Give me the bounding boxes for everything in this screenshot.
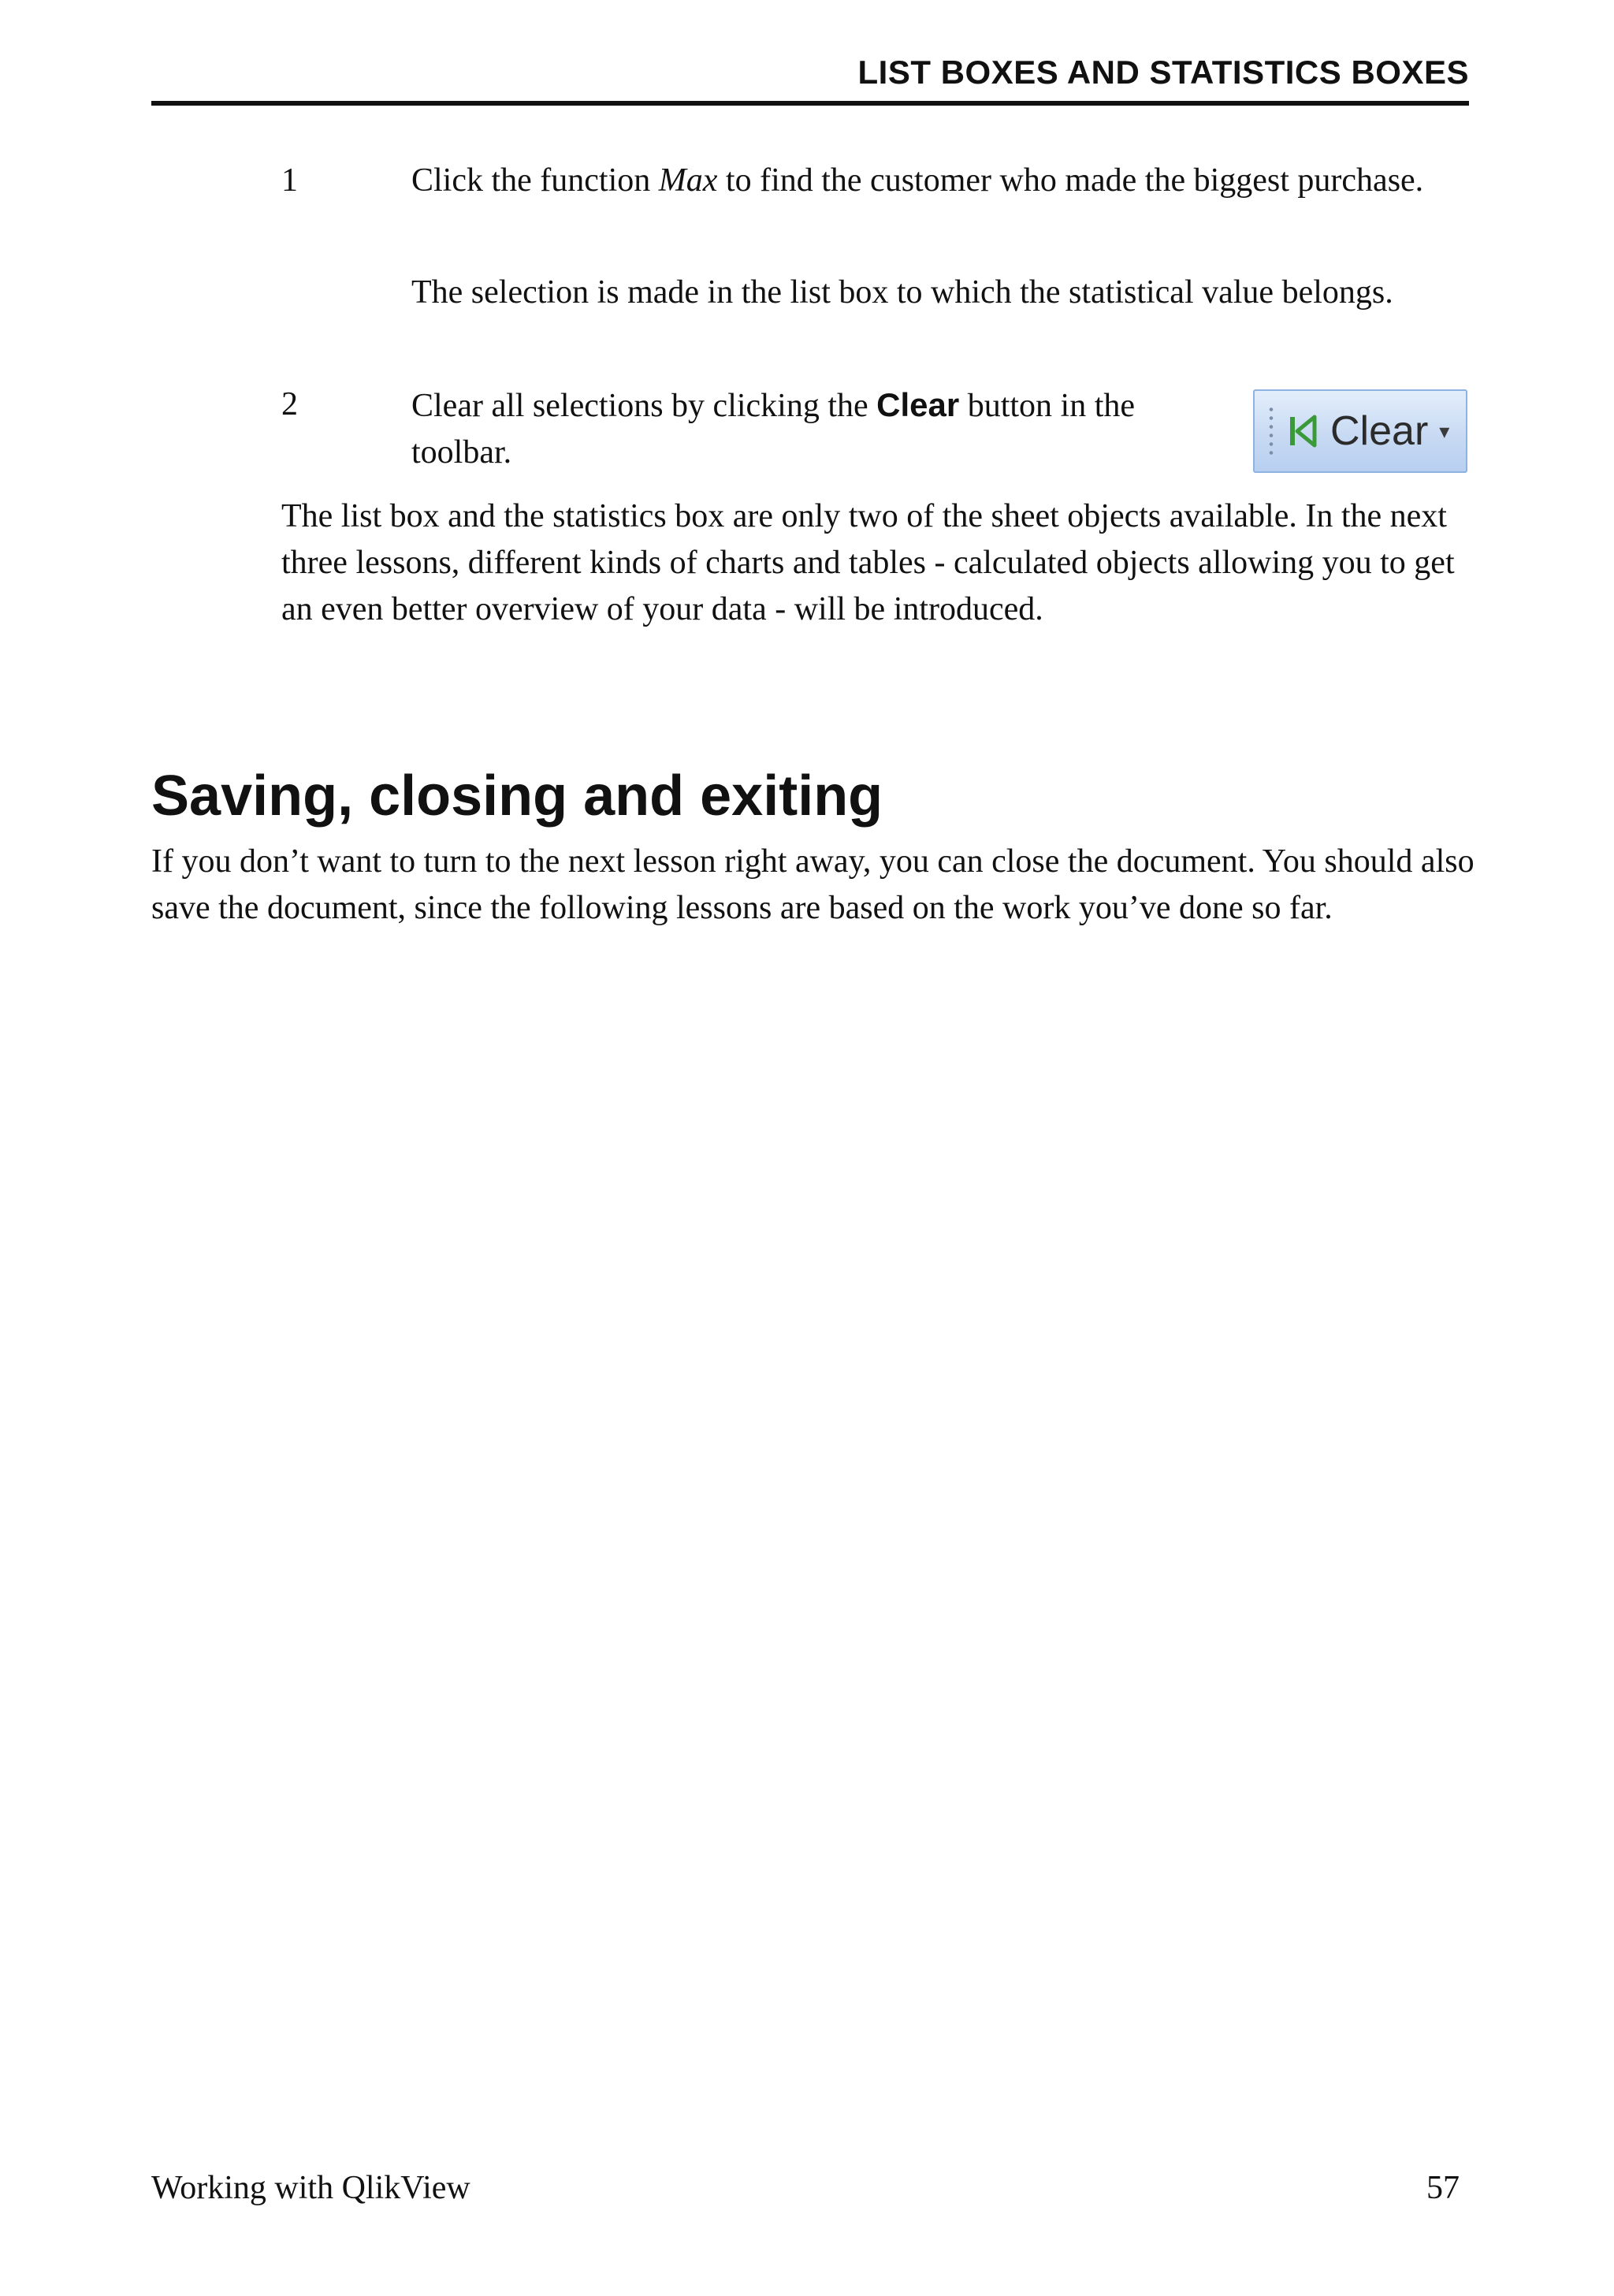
section-heading: Saving, closing and exiting [151,765,883,828]
step-text-after: button in the toolbar. [411,388,1136,471]
dropdown-arrow-icon: ▾ [1439,419,1450,443]
step-1-note: The selection is made in the list box to which the statistical value belongs. [411,274,1393,311]
section-body: If you don’t want to turn to the next lesson right away, you can close the document. You should also save the document, since the following lessons are based on the work you’ve done so far. [151,843,1475,926]
toolbar-grip-icon [1269,405,1274,457]
page-number: 57 [1426,2170,1460,2206]
step-text-after: to find the customer who made the biggest purchase. [717,162,1424,199]
clear-button-label: Clear [1330,408,1429,454]
summary-paragraph: The list box and the statistics box are only two of the sheet objects available. In the next three lessons, different kinds of charts and tables - calculated objects allowing you to get an even better overview of your data - will be introduced. [281,498,1455,627]
clear-selections-icon [1288,413,1318,449]
step-text-before: Clear all selections by clicking the [411,388,877,424]
function-name-max: Max [658,162,718,199]
running-header: LIST BOXES AND STATISTICS BOXES [857,54,1469,91]
button-name-clear: Clear [876,386,960,423]
step-number: 1 [281,162,298,199]
step-text-before: Click the function [411,162,659,199]
step-text [411,381,1199,476]
footer-book-title: Working with QlikView [151,2170,470,2206]
step-number: 2 [281,386,298,422]
header-rule [151,101,1469,106]
step-text [411,158,1479,204]
clear-toolbar-button [1253,389,1467,473]
